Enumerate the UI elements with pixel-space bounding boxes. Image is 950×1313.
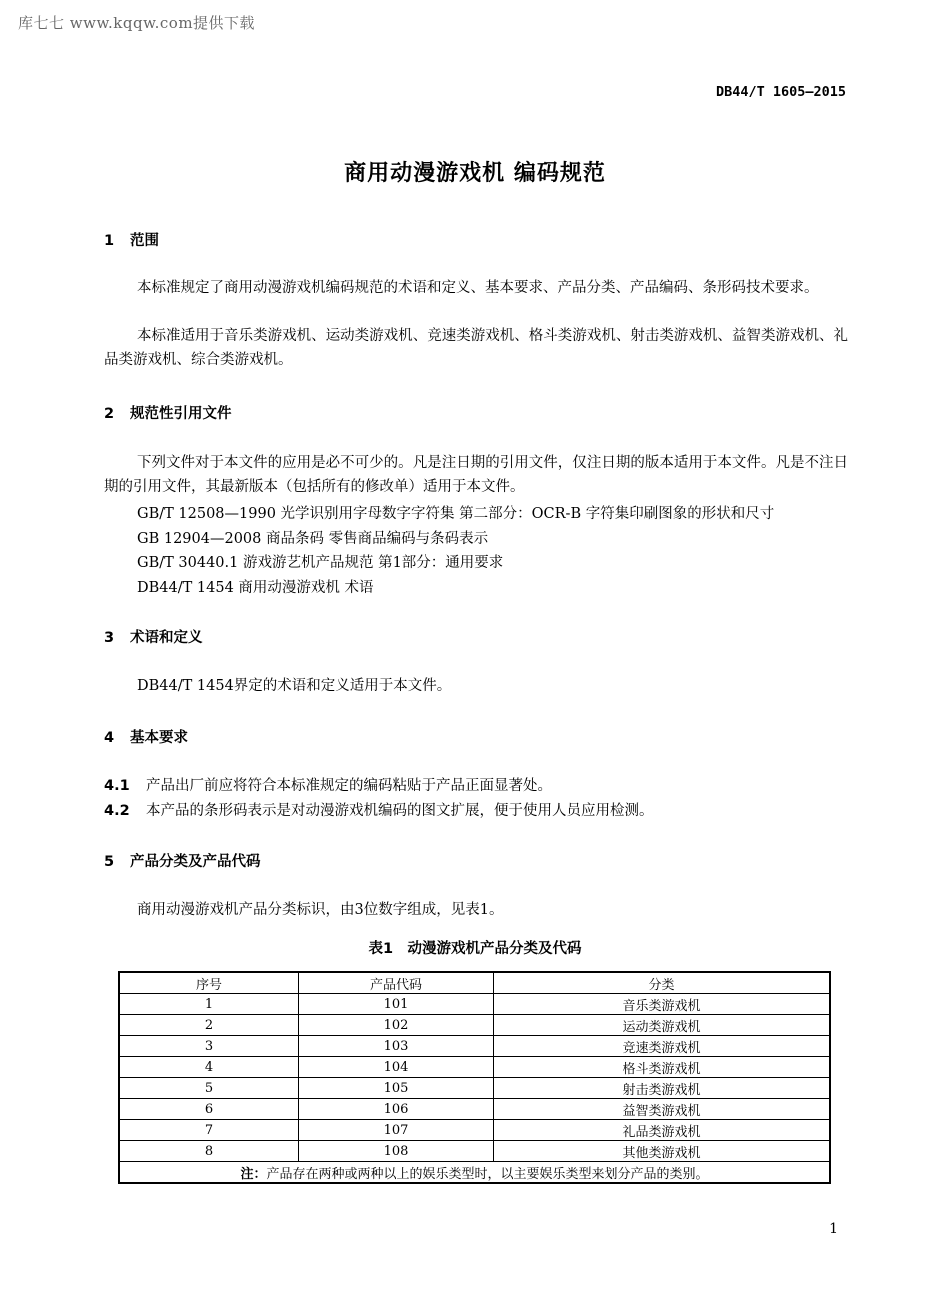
document-code: DB44/T 1605—2015	[715, 84, 846, 100]
section-1-paragraph-2: 本标准适用于音乐类游戏机、运动类游戏机、竞速类游戏机、格斗类游戏机、射击类游戏机、益智类游戏机、礼品类游戏机、综合类游戏机。	[104, 328, 848, 368]
cell-serial: 6	[119, 1099, 299, 1120]
section-4-number: 4	[104, 730, 115, 746]
cell-serial: 4	[119, 1057, 299, 1078]
cell-code: 105	[299, 1078, 494, 1099]
cell-category: 音乐类游戏机	[494, 994, 831, 1015]
reference-item: DB44/T 1454 商用动漫游戏机 术语	[137, 580, 374, 596]
cell-serial: 2	[119, 1015, 299, 1036]
section-3-heading	[104, 626, 203, 647]
table-title: 表1 动漫游戏机产品分类及代码	[368, 941, 582, 957]
table-header-row	[119, 972, 830, 994]
note-label: 注：	[240, 1166, 267, 1182]
table-row	[119, 1099, 830, 1120]
section-1-title: 范围	[130, 233, 159, 249]
reference-item: GB/T 30440.1 游戏游艺机产品规范 第1部分：通用要求	[137, 555, 504, 571]
header-cell-category: 分类	[494, 972, 831, 994]
header-cell-code: 产品代码	[299, 972, 494, 994]
section-2-title: 规范性引用文件	[130, 406, 232, 422]
clause-text: 产品出厂前应将符合本标准规定的编码粘贴于产品正面显著处。	[146, 778, 552, 794]
cell-code: 102	[299, 1015, 494, 1036]
clause-4-2	[104, 799, 654, 820]
cell-category: 格斗类游戏机	[494, 1057, 831, 1078]
cell-code: 104	[299, 1057, 494, 1078]
cell-code: 106	[299, 1099, 494, 1120]
table-row	[119, 1120, 830, 1141]
section-4-title: 基本要求	[130, 730, 188, 746]
table-row	[119, 1141, 830, 1162]
table-row	[119, 1078, 830, 1099]
section-2-number: 2	[104, 406, 115, 422]
section-2-paragraph-1: 下列文件对于本文件的应用是必不可少的。凡是注日期的引用文件，仅注日期的版本适用于本文件。凡是不注日期的引用文件，其最新版本（包括所有的修改单）适用于本文件。	[104, 455, 848, 495]
table-row	[119, 1057, 830, 1078]
cell-category: 射击类游戏机	[494, 1078, 831, 1099]
cell-category: 礼品类游戏机	[494, 1120, 831, 1141]
section-3-paragraph-1: DB44/T 1454界定的术语和定义适用于本文件。	[137, 678, 452, 694]
cell-serial: 3	[119, 1036, 299, 1057]
table-note	[119, 1162, 830, 1184]
clause-number: 4.2	[104, 803, 130, 819]
clause-text: 本产品的条形码表示是对动漫游戏机编码的图文扩展，便于使用人员应用检测。	[146, 803, 654, 819]
cell-code: 103	[299, 1036, 494, 1057]
page-title: 商用动漫游戏机 编码规范	[344, 161, 606, 186]
table-row	[119, 994, 830, 1015]
section-2-heading	[104, 402, 232, 423]
page-number: 1	[829, 1221, 838, 1237]
table-row	[119, 1015, 830, 1036]
cell-category: 益智类游戏机	[494, 1099, 831, 1120]
cell-serial: 7	[119, 1120, 299, 1141]
clause-4-1	[104, 774, 552, 795]
section-1-paragraph-1: 本标准规定了商用动漫游戏机编码规范的术语和定义、基本要求、产品分类、产品编码、条形码技术要求。	[137, 280, 819, 296]
cell-serial: 8	[119, 1141, 299, 1162]
header-cell-serial: 序号	[119, 972, 299, 994]
cell-code: 101	[299, 994, 494, 1015]
clause-number: 4.1	[104, 778, 130, 794]
section-3-number: 3	[104, 630, 115, 646]
watermark-text: 库七七 www.kqqw.com提供下载	[18, 14, 256, 32]
cell-serial: 5	[119, 1078, 299, 1099]
section-5-number: 5	[104, 854, 115, 870]
cell-code: 108	[299, 1141, 494, 1162]
cell-category: 竞速类游戏机	[494, 1036, 831, 1057]
section-4-heading	[104, 726, 188, 747]
section-5-heading	[104, 850, 261, 871]
cell-category: 运动类游戏机	[494, 1015, 831, 1036]
reference-item: GB 12904—2008 商品条码 零售商品编码与条码表示	[137, 531, 489, 547]
table-note-row	[119, 1162, 830, 1184]
cell-serial: 1	[119, 994, 299, 1015]
table-row	[119, 1036, 830, 1057]
section-5-title: 产品分类及产品代码	[130, 854, 261, 870]
section-1-number: 1	[104, 233, 115, 249]
cell-category: 其他类游戏机	[494, 1141, 831, 1162]
product-code-table	[118, 971, 831, 1184]
note-text: 产品存在两种或两种以上的娱乐类型时，以主要娱乐类型来划分产品的类别。	[266, 1166, 709, 1182]
reference-item: GB/T 12508—1990 光学识别用字母数字字符集 第二部分：OCR-B 字符集印刷图象的形状和尺寸	[137, 506, 775, 522]
cell-code: 107	[299, 1120, 494, 1141]
section-3-title: 术语和定义	[130, 630, 203, 646]
section-1-heading	[104, 229, 159, 250]
section-5-paragraph-1: 商用动漫游戏机产品分类标识，由3位数字组成，见表1。	[137, 902, 504, 918]
